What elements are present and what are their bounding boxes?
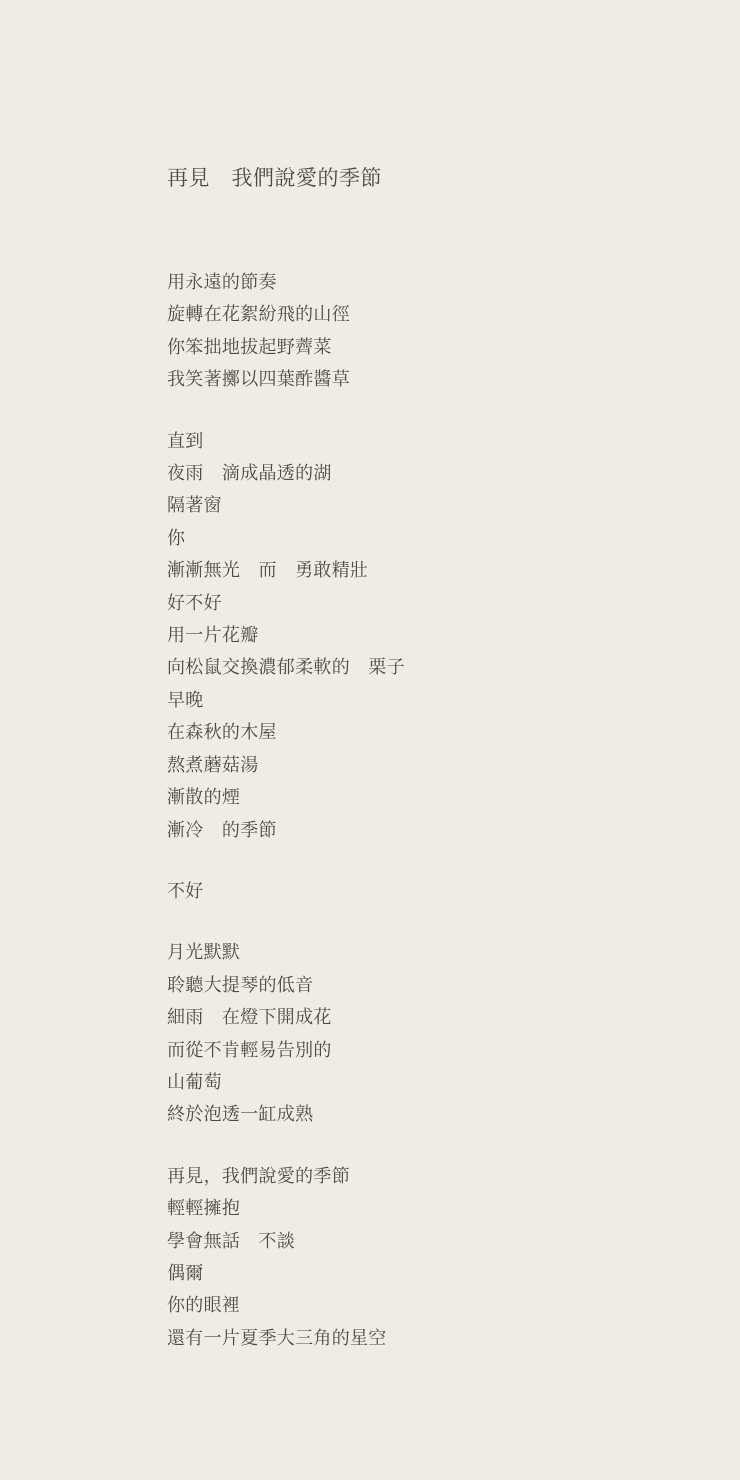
poem-line: 在森秋的木屋 (167, 722, 277, 743)
poem-line: 你的眼裡 (167, 1295, 241, 1316)
poem-line: 熬煮蘑菇湯 (167, 754, 259, 775)
poem-stanza (167, 425, 700, 846)
poem-line: 終於泡透一缸成熟 (167, 1104, 314, 1125)
poem-stanza (167, 1160, 700, 1354)
poem-line: 你 (167, 527, 186, 548)
poem-line: 漸冷 的季節 (167, 819, 277, 840)
poem-line: 早晚 (167, 689, 204, 710)
poem-line: 我笑著擲以四葉酢醬草 (167, 369, 350, 390)
poem-line: 用永遠的節奏 (167, 272, 277, 292)
poem-stanza (167, 875, 700, 907)
poem-line: 不好 (167, 880, 204, 901)
poem-line: 好不好 (167, 592, 222, 613)
poem-body (167, 266, 700, 1354)
poem-line: 還有一片夏季大三角的星空 (167, 1327, 387, 1348)
poem-line: 山葡萄 (167, 1071, 222, 1092)
poem-line: 你笨拙地拔起野薺菜 (167, 336, 332, 357)
poem-line: 聆聽大提琴的低音 (167, 974, 314, 995)
poem-line: 漸漸無光 而 勇敢精壯 (167, 560, 369, 581)
poem-line: 直到 (167, 430, 204, 451)
poem-line: 再見，我們說愛的季節 (167, 1165, 350, 1186)
poem-line: 漸散的煙 (167, 787, 241, 808)
poem-line: 而從不肯輕易告別的 (167, 1039, 332, 1060)
poem-line: 偶爾 (167, 1262, 204, 1283)
poem-line: 隔著窗 (167, 495, 222, 516)
poem-stanza (167, 266, 700, 396)
poem-line: 輕輕擁抱 (167, 1198, 241, 1219)
poem-line: 夜雨 滴成晶透的湖 (167, 463, 332, 484)
poem-stanza (167, 936, 700, 1130)
poem-line: 向松鼠交換濃郁柔軟的 栗子 (167, 657, 405, 678)
poem-title: 再見 我們說愛的季節 (167, 166, 382, 190)
poem-line: 用一片花瓣 (167, 625, 259, 646)
poem-line: 學會無話 不談 (167, 1230, 296, 1251)
poem-line: 月光默默 (167, 942, 241, 963)
poem-line: 細雨 在燈下開成花 (167, 1007, 332, 1028)
poem-line: 旋轉在花絮紛飛的山徑 (167, 304, 350, 325)
